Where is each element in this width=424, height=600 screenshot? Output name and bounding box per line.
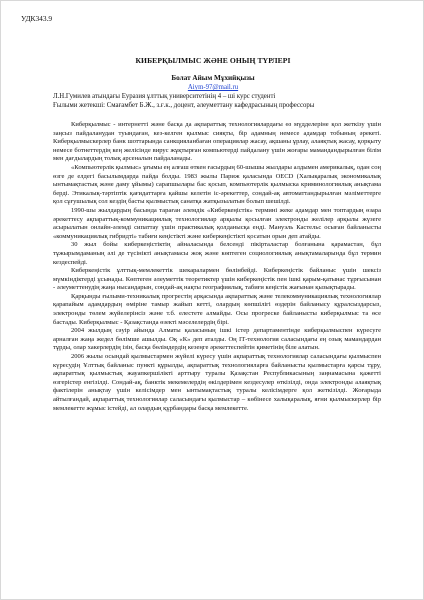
body-paragraph: 2004 жылдың сәуір айында Алматы қаласының ішкі істер департаментінде киберқылмыспен күресуге арналған жаңа жедел бөлімше ашылды. Оқ «К» деп аталды. Оң ІТ-технология саласындағы ең озық мамандардан тұрды, олар хакерлердің ізін, басқа бөлімдердің кезеңге әрекеттеспейтін қиметінің біле алатын. bbox=[53, 327, 381, 352]
paper-title: КИБЕРҚЫЛМЫС ЖӘНЕ ОНЫҢ ТҮРЛЕРІ bbox=[135, 56, 291, 65]
body-paragraph: «Компьютерлік қылмыс» ұғымы ең алғаш өткен ғасырдың 60-шышы жылдары алдымен америкалық, одан соң өзге де елдегі басылымдарда пайда болды. 1983 жылы Париж қаласында OECD (Халықаралық экономикалық ынтымақтастық және даму ұйымы) сарапшылары бас қосып, компьютерлік қылмыска криминологиялық анықтама берді. Этикалық-тәртіптік қағидаттарға қайшы келетін іс-әрекеттер, сондай-ақ автоматтандырылған мәліметтерге қол сұғушылық сол кездің басты қылмыстық санатқа жатқызылатын болып шешілді. bbox=[53, 163, 381, 206]
body-paragraph: Қарқынды ғылыми-техникалық прогрестің арқасында ақпараттық және телекоммуникациялық технологиялар қарапайым адамдардың өміріне тамыр жайып кетті, олардың көпшілігі өздерін байланысу құралсыздарсыз, электронды төлем жүйелерінсіз және т.б. елестете алмайды. Осы прогреске байланысты киберқылмыс та өсе бастады. Киберқылмыс - Қазақстанда өзекті мәселелердің бірі. bbox=[53, 292, 381, 326]
body-paragraph: Киберқылмыс - интернетті және басқа да ақпараттық технологиялардағы өз мүдделеріне қол жеткізу үшін заңсыз пайдаланудан туындаған, кез-келген қылмыс сияқты, бір адамның немесе адамдар тобының әрекеті. Киберқылмыскерлер банк шоттарында санкцияланбаған операциялар жасау, ақшаны ұрлау, алаяқтық жасау, қорқыту немесе ботнеттердің кең желісінде вирус жұқтырған компьютерді пайдалану үшін жоғары мамандандырылған білім мен дағдылардың толық арсеналын пайдаланады. bbox=[53, 121, 381, 163]
author-name: Болат Айым Мұхийқызы bbox=[171, 74, 255, 82]
udk-code: УДК343.9 bbox=[21, 14, 53, 23]
body-paragraph: 1990-шы жылдардың басында тараған әлемдік «Киберкеңістік» термині жеке адамдар мен топтардың өзара әрекеттесу ақпараттық-коммуникациялық технологиялар арқылы қосылған электронды желілер арқылы жүзеге асырылатын онлайн-әлемді сипаттау үшін практикалық қолданысқа енді. Мануэль Кастельс осыған байланысты «коммуникациялық гибридті» табиғи кеңістікті және киберкеңістікті қосатын орын деп атайды. bbox=[53, 206, 381, 240]
article-body bbox=[53, 121, 381, 413]
author-email-link[interactable]: Aiym-97@mail.ru bbox=[187, 84, 239, 91]
supervisor-line: Ғылыми жетекші: Смағамбет Б.Ж., з.ғ.к., доцент, әлеуметтану кафедрасының профессоры bbox=[53, 102, 315, 109]
body-paragraph: 2006 жылы осындай қылмыстармен жүйелі күресу үшін ақпараттық технологиялар саласындағы қылмыспен күресудің Ұлттық байланыс пункті құрылды, ақпараттық технологияларға байланысты қылмыстарға қарсы тұру, ақпараттық қылмыстық жауапкершілікті арттыру туралы Қазақстан Республикасының заңнамасына қажетті өзгерістер енгізілді. Сондай-ақ, банктік мекемелердің өкілдерімен кездесулер өткізілді, онда электронды алаяқтық фактілерін анықтау үшін келісімдер мен ынтымақтастық туралы келісімдерге қол жеткізілді. Жоғарыда айтылғандай, ақпараттық технологиялар саласындағы қылмыстар – көбінесе халықаралық, яғни қылмыскерлер бір мемлекетте жұмыс істейді, ал олардың құрбандары басқа мемлекетте. bbox=[53, 353, 381, 412]
body-paragraph: Киберкеңістік ұлттық-мемлекеттік шекаралармен бөлінбейді. Киберкеңістік байланыс үшін шексіз мүмкіндіктерді ұсынады. Көптеген әлеуметтік теоретиктер үшін киберкеңістік пен ішкі қарым-қатынас тұрғысынан - әлеуметтенудің жаңа нысандарын, сондай-ақ нақты географиялық, табиғи кеңістік жағынан қызықтырады. bbox=[53, 267, 381, 292]
author-affiliation: Л.Н.Гумилев атындағы Еуразия ұлттық университетінің 4 – ші курс студенті bbox=[53, 93, 276, 100]
body-paragraph: 30 жыл бойы киберкеңістіктің айналасында белсенді пікірталастар болғанына қарамастан, бұл тұжырымдаманың әлі де түсінікті анықтамасы жоқ және көптеген социологиялық анықтамаларында бұл термин кездеспейді. bbox=[53, 241, 381, 266]
